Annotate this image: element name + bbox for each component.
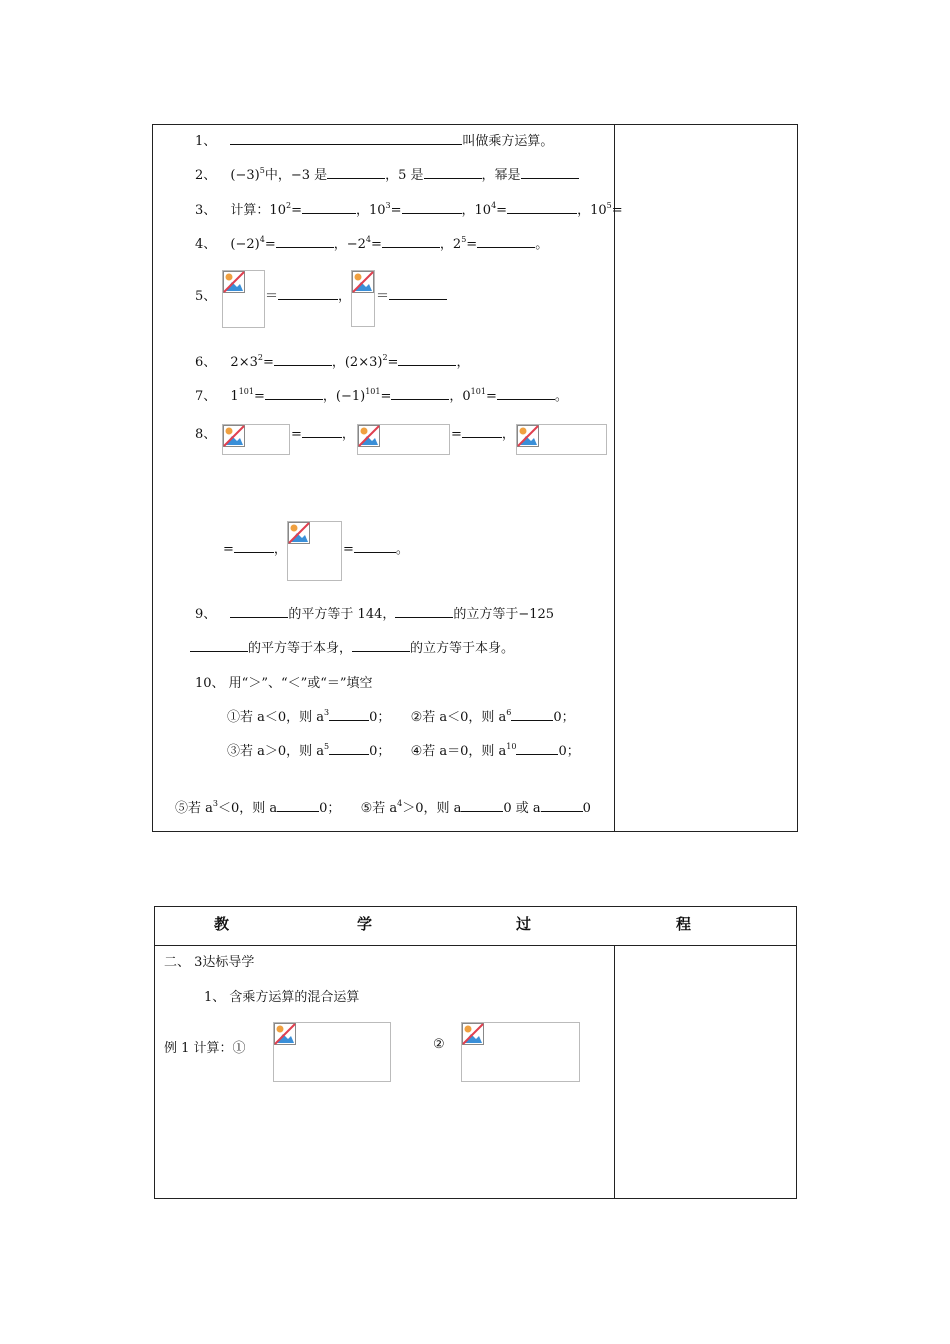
- question-2: 2、 $(-3)^5$中，−3 是 ，5 是 ，幂是: [195, 164, 579, 183]
- exercise-table: [152, 124, 798, 832]
- answer-blank[interactable]: [352, 638, 410, 652]
- answer-blank[interactable]: [497, 386, 555, 400]
- answer-blank[interactable]: [230, 604, 288, 618]
- question-5-text: ＝ ，: [265, 285, 351, 304]
- question-7: 7、 $1^{101}=$ ，$(-1)^{101}=$ ，$0^{101}=$ 。: [195, 387, 568, 404]
- question-3: 3、 计算：$10^2=$ ，$10^3=$ ，$10^4=$ ，$10^5=$: [195, 201, 623, 218]
- question-8-text-4: = 。: [343, 538, 409, 557]
- answer-blank[interactable]: [521, 165, 579, 179]
- answer-blank[interactable]: [302, 200, 356, 214]
- question-8-text-1: = ，: [291, 423, 355, 442]
- answer-blank[interactable]: [327, 165, 385, 179]
- question-9-line-1: 9、 的平方等于 144， 的立方等于−125: [195, 603, 554, 622]
- example-second-label: ②: [433, 1037, 445, 1052]
- table-header-char-1: 教: [214, 915, 230, 933]
- answer-blank[interactable]: [190, 638, 248, 652]
- answer-blank[interactable]: [511, 707, 553, 721]
- table-header-char-2: 学: [357, 915, 373, 933]
- section-subtitle: 1、 含乘方运算的混合运算: [204, 990, 360, 1005]
- question-9-line-2: 的平方等于本身， 的立方等于本身。: [190, 637, 514, 656]
- answer-blank[interactable]: [382, 234, 440, 248]
- answer-blank[interactable]: [276, 234, 334, 248]
- question-8-text-2: = ，: [451, 423, 515, 442]
- answer-blank[interactable]: [329, 707, 369, 721]
- section-title: 二、 3达标导学: [164, 955, 255, 970]
- broken-image-icon: [287, 521, 342, 581]
- answer-blank[interactable]: [398, 352, 456, 366]
- table-header-divider: [154, 945, 797, 946]
- broken-image-icon: [461, 1022, 580, 1082]
- question-10-row-1: ①若 a＜0，则 $a^3$ 0； ②若 a＜0，则 $a^6$ 0；: [227, 708, 575, 725]
- answer-blank[interactable]: [461, 798, 503, 812]
- answer-blank[interactable]: [265, 386, 323, 400]
- answer-blank[interactable]: [278, 286, 338, 300]
- question-4: 4、 $(-2)^4=$ ，$-2^4=$ ，$2^5=$ 。: [195, 235, 549, 252]
- answer-blank[interactable]: [424, 165, 482, 179]
- broken-image-icon: [357, 424, 450, 455]
- answer-blank[interactable]: [395, 604, 453, 618]
- question-1: 1、 叫做乘方运算。: [195, 130, 553, 149]
- question-5-number: 5、: [195, 289, 217, 304]
- question-8-number: 8、: [195, 427, 217, 442]
- answer-blank[interactable]: [354, 539, 396, 553]
- answer-blank[interactable]: [277, 798, 319, 812]
- broken-image-icon: [273, 1022, 391, 1082]
- table-column-divider: [614, 945, 615, 1199]
- answer-blank[interactable]: [402, 200, 462, 214]
- question-6: 6、 $2\times 3^2=$ ，$(2\times 3)^2=$ ，: [195, 353, 470, 370]
- answer-blank[interactable]: [462, 424, 502, 438]
- answer-blank[interactable]: [477, 234, 535, 248]
- answer-blank[interactable]: [516, 741, 558, 755]
- question-5-text-2: ＝: [376, 285, 447, 304]
- broken-image-icon: [222, 270, 265, 328]
- example-label: 例 1 计算：①: [164, 1041, 246, 1056]
- answer-blank[interactable]: [234, 539, 274, 553]
- question-8-text-3: = ，: [223, 538, 287, 557]
- answer-blank[interactable]: [274, 352, 332, 366]
- question-10-row-3: ⑤若 $a^3<0$，则 a 0； ⑤若 $a^4>0$，则 a 0 或 a 0: [175, 799, 591, 816]
- table-header-char-4: 程: [676, 915, 692, 933]
- question-10-title: 10、 用“＞”、“＜”或“＝”填空: [195, 676, 373, 691]
- answer-blank[interactable]: [389, 286, 447, 300]
- table-column-divider: [614, 124, 615, 832]
- answer-blank[interactable]: [230, 131, 462, 145]
- table-header-char-3: 过: [516, 915, 532, 933]
- answer-blank[interactable]: [541, 798, 583, 812]
- answer-blank[interactable]: [329, 741, 369, 755]
- broken-image-icon: [222, 424, 290, 455]
- question-10-row-2: ③若 a＞0，则 $a^5$ 0； ④若 a＝0，则 $a^{10}$ 0；: [227, 742, 580, 759]
- answer-blank[interactable]: [507, 200, 577, 214]
- broken-image-icon: [351, 270, 375, 327]
- broken-image-icon: [516, 424, 607, 455]
- answer-blank[interactable]: [302, 424, 342, 438]
- answer-blank[interactable]: [391, 386, 449, 400]
